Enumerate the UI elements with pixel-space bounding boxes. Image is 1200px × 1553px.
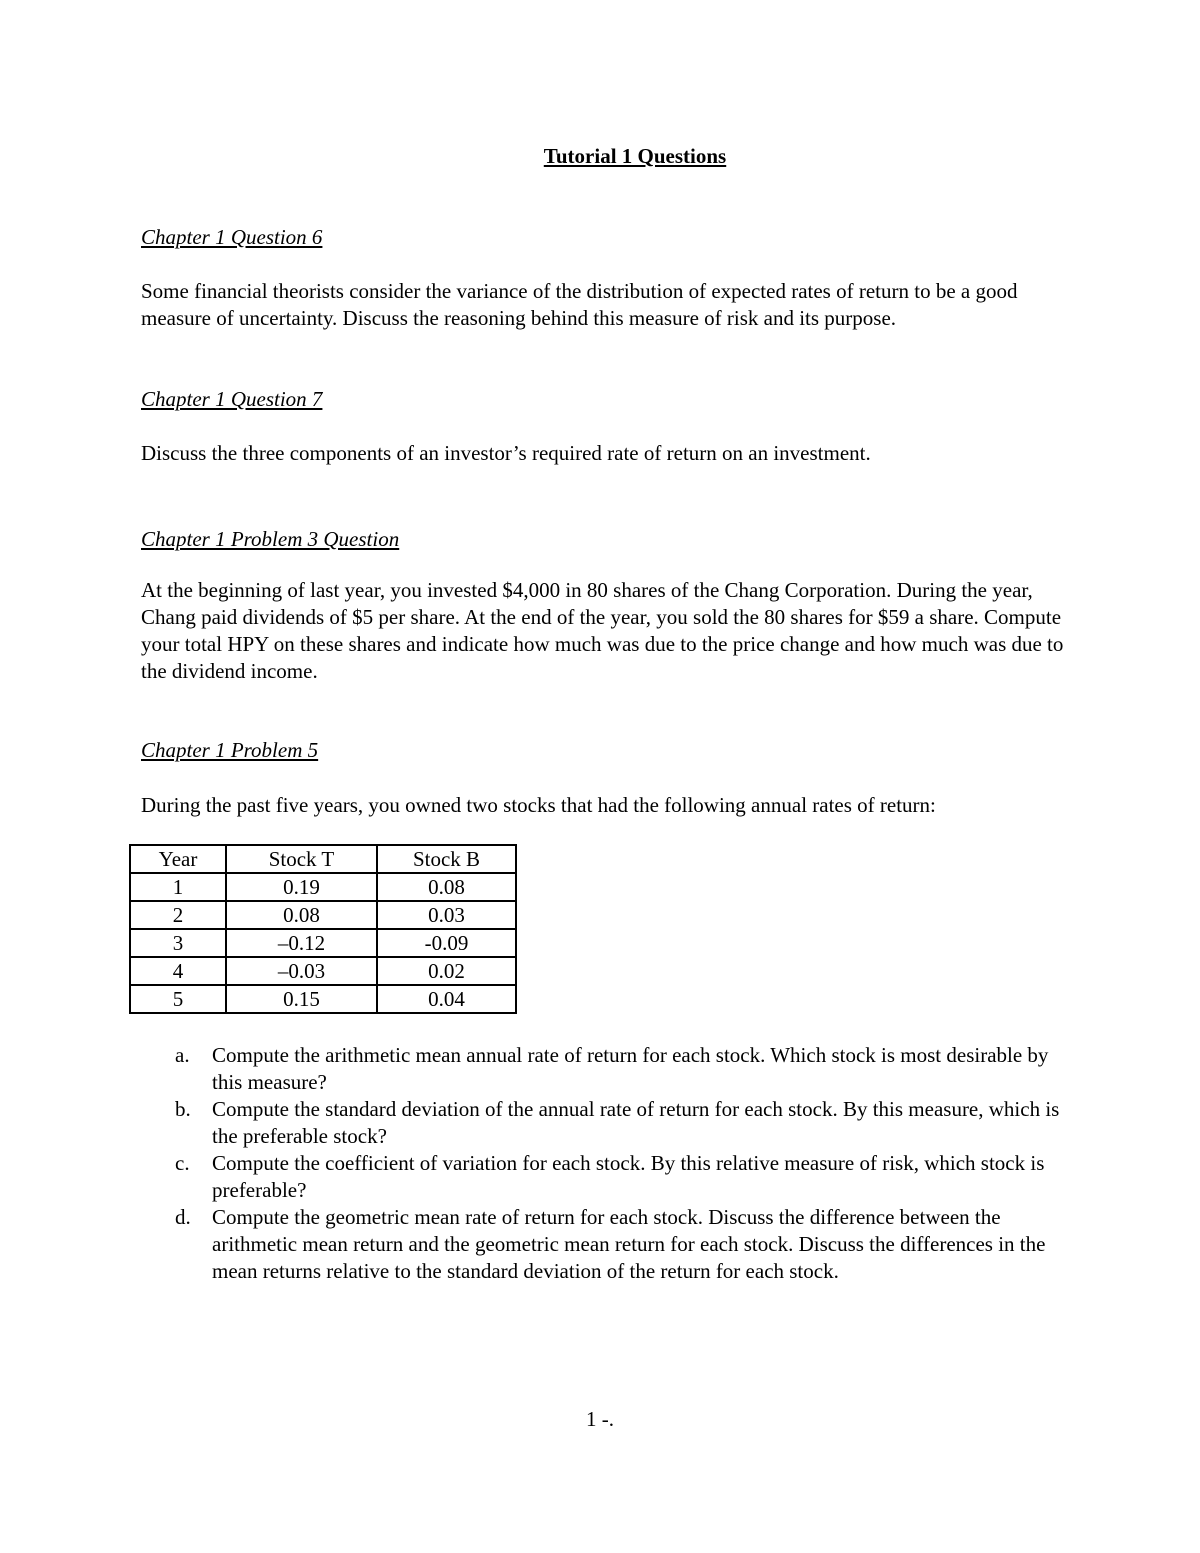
section-heading-p3: Chapter 1 Problem 3 Question — [141, 527, 400, 551]
table-cell-year: 5 — [130, 985, 226, 1013]
table-row — [130, 901, 516, 929]
section-text-p5: During the past five years, you owned two stocks that had the following annual rates of return: — [141, 793, 936, 817]
table-row — [130, 929, 516, 957]
table-cell-stock-b: 0.04 — [377, 985, 516, 1013]
section-text-q7: Discuss the three components of an investor’s required rate of return on an investment. — [141, 441, 871, 465]
table-cell-year: 4 — [130, 957, 226, 985]
returns-table — [129, 844, 517, 1014]
table-cell-stock-b: -0.09 — [377, 929, 516, 957]
list-item — [141, 1150, 1066, 1204]
table-header-year: Year — [130, 845, 226, 873]
question-list — [141, 1042, 1066, 1285]
table-cell-year: 1 — [130, 873, 226, 901]
table-cell-stock-t: –0.03 — [226, 957, 377, 985]
section-heading-q6: Chapter 1 Question 6 — [141, 225, 323, 249]
table-row — [130, 873, 516, 901]
table-cell-stock-t: –0.12 — [226, 929, 377, 957]
table-header-stock-b: Stock B — [377, 845, 516, 873]
table-cell-stock-b: 0.03 — [377, 901, 516, 929]
section-heading-q7: Chapter 1 Question 7 — [141, 387, 323, 411]
question-letter: d. — [175, 1205, 191, 1229]
question-text: Compute the coefficient of variation for each stock. By this relative measure of risk, which stock is preferable? — [212, 1151, 1045, 1202]
page-title: Tutorial 1 Questions — [543, 144, 727, 168]
table-cell-stock-b: 0.08 — [377, 873, 516, 901]
question-text: Compute the standard deviation of the annual rate of return for each stock. By this measure, which is the preferable stock? — [212, 1097, 1060, 1148]
question-text: Compute the arithmetic mean annual rate of return for each stock. Which stock is most desirable by this measure? — [212, 1043, 1049, 1094]
question-text: Compute the geometric mean rate of return for each stock. Discuss the difference between the arithmetic mean return and the geometric mean return for each stock. Discuss the differences in the mean returns relative to the standard deviation of the return for each stock. — [212, 1205, 1046, 1283]
table-cell-stock-t: 0.15 — [226, 985, 377, 1013]
table-header-stock-t: Stock T — [226, 845, 377, 873]
section-heading-p5: Chapter 1 Problem 5 — [141, 738, 319, 762]
table-row — [130, 985, 516, 1013]
table-header-row — [130, 845, 516, 873]
table-cell-stock-b: 0.02 — [377, 957, 516, 985]
list-item — [141, 1096, 1066, 1150]
table-row — [130, 957, 516, 985]
section-text-q6: Some financial theorists consider the variance of the distribution of expected rates of return to be a good measure of uncertainty. Discuss the reasoning behind this measure of risk and its purpose. — [141, 279, 1018, 330]
question-letter: c. — [175, 1151, 190, 1175]
question-letter: a. — [175, 1043, 190, 1067]
question-letter: b. — [175, 1097, 191, 1121]
page-number: 1 -. — [586, 1407, 614, 1431]
table-cell-stock-t: 0.19 — [226, 873, 377, 901]
section-text-p3: At the beginning of last year, you invested $4,000 in 80 shares of the Chang Corporation. During the year, Chang paid dividends of $5 per share. At the end of the year, you sold the 80 shares for $59 a share. Compute your total HPY on these shares and indicate how much was due to the price change and how much was due to the dividend income. — [141, 578, 1064, 683]
list-item — [141, 1204, 1066, 1285]
table-cell-year: 3 — [130, 929, 226, 957]
table-cell-year: 2 — [130, 901, 226, 929]
table-cell-stock-t: 0.08 — [226, 901, 377, 929]
list-item — [141, 1042, 1066, 1096]
